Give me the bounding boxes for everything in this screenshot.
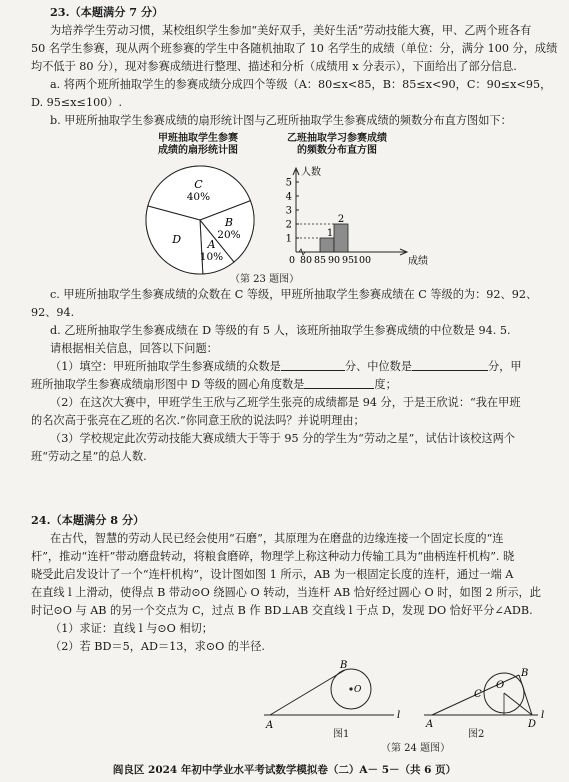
q24-sub1: （1）求证：直线 l 与⊙O 相切；: [50, 622, 213, 635]
page-footer: 阎良区 2024 年初中学业水平考试数学模拟卷（二）A－ 5－（共 6 页）: [112, 764, 457, 776]
q24-line3: 晓受此启发设计了一个“连杆机构”，设计图如图 1 所示，AB 为一根固定长度的连杆，通过一端 A: [31, 568, 514, 581]
pie-percent-a: 10%: [199, 250, 224, 263]
q24-line2: 杆”，推动“连杆”带动磨盘转动，将粮食磨碎，物理学上称这种动力传输工具为“曲柄连杆机构”. 晓: [31, 550, 515, 563]
point-b-label: B: [521, 668, 529, 679]
q23-part1-line2: 班所抽取学生参赛成绩扇形图中 D 等级的圆心角度数是 度；: [31, 378, 397, 391]
q23-part2-line1: （2）在这次大赛中，甲班学生王欣与乙班学生张亮的成绩都是 94 分，于是王欣说：“我在甲班: [50, 396, 521, 409]
q24-sub2: （2）若 BD＝5，AD＝13，求⊙O 的半径.: [50, 640, 265, 653]
q23-figure-caption: （第 23 题图）: [230, 274, 300, 285]
answer-blank-angle[interactable]: [304, 377, 374, 389]
y-tick-label: 5: [285, 177, 292, 189]
pie-label-a: A: [207, 237, 216, 251]
q24-figure-caption: （第 24 题图）: [381, 743, 451, 754]
x-tick-label: 85: [313, 255, 327, 266]
point-a-label: A: [426, 719, 434, 728]
q23-heading: 23.（本题满分 7 分）: [50, 5, 164, 19]
y-axis-label: 人数: [301, 167, 321, 178]
q23-intro-line1: 为培养学生劳动习惯，某校组织学生参加“美好双手，美好生活”劳动技能大赛，甲、乙两个班各有: [50, 24, 532, 37]
y-tick-label: 4: [285, 191, 292, 203]
x-axis-label: 成绩: [408, 256, 428, 267]
histogram-title: 乙班抽取学习参赛成绩 的频数分布直方图: [287, 133, 387, 156]
q23-part1-line1: （1）填空：甲班所抽取学生参赛成绩的众数是 分、中位数是 分，甲: [50, 360, 522, 373]
line-l-label: l: [397, 710, 401, 721]
figure-2-diagram: [422, 668, 552, 728]
histogram-chart: [270, 162, 440, 274]
y-tick-label: 3: [285, 205, 292, 217]
bar-data-label: 2: [337, 214, 345, 225]
figure-2-label: 图2: [468, 729, 485, 740]
pie-label-c: C: [194, 178, 203, 192]
q23-info-b: b. 甲班所抽取学生参赛成绩的扇形统计图与乙班所抽取学生参赛成绩的频数分布直方图如下：: [50, 114, 512, 127]
q24-heading: 24.（本题满分 8 分）: [31, 513, 145, 527]
pie-chart-title: 甲班抽取学生参赛 成绩的扇形统计图: [158, 133, 238, 156]
pie-percent-c: 40%: [186, 191, 211, 204]
answer-blank-mode[interactable]: [281, 359, 345, 371]
pie-chart: [140, 160, 260, 280]
point-b-label: B: [340, 660, 348, 671]
segment-do: [504, 693, 532, 715]
line-l-label: l: [541, 710, 545, 721]
point-o-label: O: [496, 680, 505, 691]
y-tick-label: 2: [285, 219, 292, 231]
histogram-bar-85-90: [320, 238, 334, 252]
answer-blank-median[interactable]: [412, 359, 488, 371]
q23-intro-line2: 50 名学生参赛，现从两个班参赛的学生中各随机抽取了 10 名学生的成绩（单位：分，满分 100 分，成绩: [31, 42, 558, 55]
pie-percent-b: 20%: [217, 228, 241, 241]
y-tick-label: 1: [285, 233, 292, 245]
x-tick-label: 0: [288, 255, 296, 266]
point-a-label: A: [266, 720, 274, 731]
point-d-label: D: [528, 719, 537, 728]
center-point-o: [349, 687, 352, 690]
segment-bd: [519, 675, 532, 715]
figure-1-diagram: [262, 660, 412, 735]
q23-prompt: 请根据相关信息，回答以下问题：: [50, 342, 218, 355]
q23-part2-line2: 的名次高于张亮在乙班的名次.”你同意王欣的说法吗？并说明理由；: [31, 414, 365, 427]
q23-info-a-line1: a. 将两个班所抽取学生的参赛成绩分成四个等级（A：80≤x<85，B：85≤x<90，C：90≤x<95，: [50, 78, 552, 91]
point-c-label: C: [474, 689, 482, 700]
histogram-bar-90-95: [334, 224, 348, 252]
q23-part3-line2: 班“劳动之星”的总人数.: [31, 450, 147, 463]
point-o-label: O: [354, 685, 362, 695]
q23-info-c-line2: 92、94.: [31, 306, 75, 319]
x-tick-label: 90: [327, 255, 341, 266]
pie-label-d: D: [172, 232, 182, 246]
q24-line1: 在古代，智慧的劳动人民已经会使用“石磨”，其原理为在磨盘的边缘连接一个固定长度的“连: [50, 532, 504, 545]
q23-intro-line3: 均不低于 80 分），现对参赛成绩进行整理、描述和分析（成绩用 x 分表示），下面给出了部分信息.: [31, 60, 517, 73]
x-tick-label: 80: [299, 255, 313, 266]
q23-info-d: d. 乙班所抽取学生参赛成绩在 D 等级的有 5 人，该班所抽取学生参赛成绩的中位数是 94. 5.: [50, 324, 511, 337]
q23-part3-line1: （3）学校规定此次劳动技能大赛成绩大于等于 95 分的学生为“劳动之星”，试估计该校这两个: [50, 432, 516, 445]
rod-ab: [270, 670, 345, 715]
pie-label-b: B: [224, 215, 234, 229]
figure-1-label: 图1: [333, 729, 350, 740]
x-tick-label: 100: [352, 255, 372, 266]
q23-info-c-line1: c. 甲班所抽取学生参赛成绩的众数在 C 等级，甲班所抽取学生参赛成绩在 C 等级的为：92、92、: [50, 288, 538, 301]
q23-info-a-line2: D. 95≤x≤100）.: [31, 96, 123, 109]
q24-line5: 时记⊙O 与 AB 的另一个交点为 C，过点 B 作 BD⊥AB 交直线 l 于点 D，发现 DO 恰好平分∠ADB.: [31, 604, 533, 617]
x-tick-label: 95: [341, 255, 355, 266]
bar-data-label: 1: [326, 228, 334, 239]
q24-line4: 在直线 l 上滑动，使得点 B 带动⊙O 绕圆心 O 转动，当连杆 AB 恰好经过圆心 O 时，如图 2 所示，此: [31, 586, 541, 599]
